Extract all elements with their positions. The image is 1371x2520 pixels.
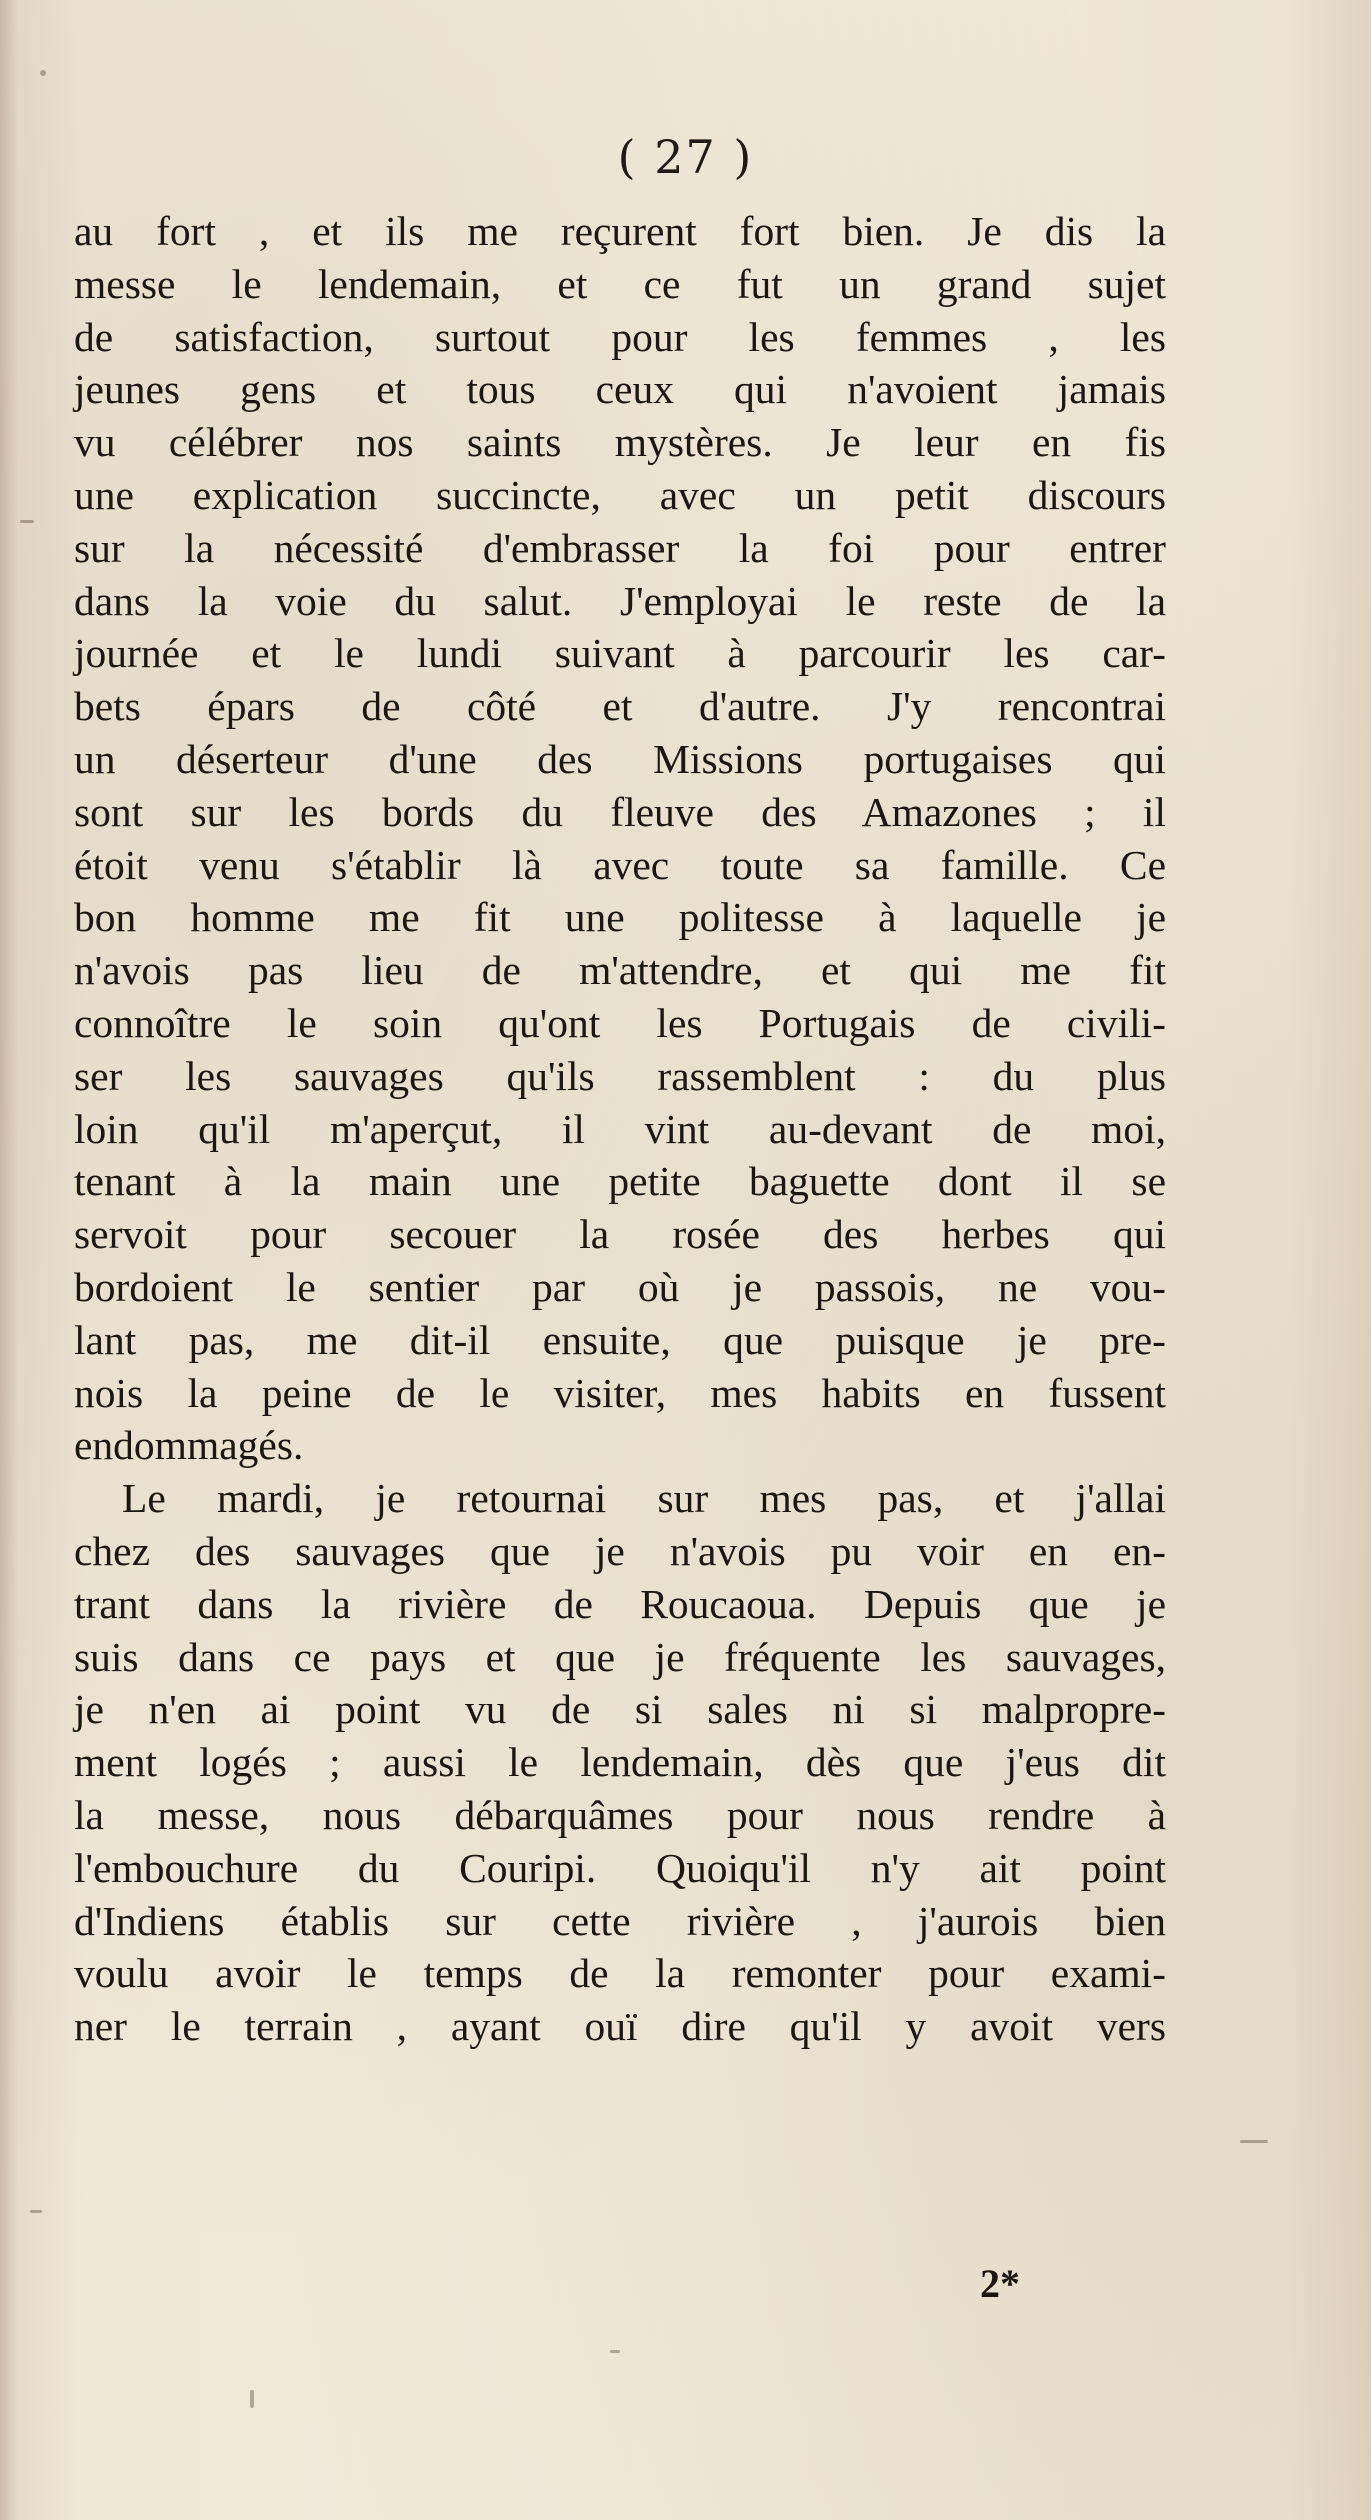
text-line: une explication succincte, avec un petit discours: [74, 471, 1166, 518]
text-line: connoître le soin qu'ont les Portugais de civili-: [74, 999, 1166, 1046]
text-line: bon homme me fit une politesse à laquelle je: [74, 894, 1166, 941]
text-line: d'Indiens établis sur cette rivière , j'aurois bien: [74, 1897, 1166, 1944]
paper-speck: [250, 2390, 254, 2408]
text-line: loin qu'il m'aperçut, il vint au-devant de moi,: [74, 1105, 1166, 1152]
text-line: sur la nécessité d'embrasser la foi pour entrer: [74, 524, 1166, 571]
text-line: journée et le lundi suivant à parcourir les car-: [74, 630, 1166, 677]
paragraph-2: [74, 1472, 1166, 2053]
text-line: lant pas, me dit-il ensuite, que puisque je pre-: [74, 1316, 1166, 1363]
text-line: endommagés.: [74, 1422, 304, 1469]
text-line: servoit pour secouer la rosée des herbes qui: [74, 1211, 1166, 1258]
text-line: messe le lendemain, et ce fut un grand sujet: [74, 260, 1166, 307]
paragraph-1: [74, 205, 1166, 1472]
paper-speck: [20, 520, 34, 523]
paper-speck: [30, 2210, 42, 2213]
text-line: voulu avoir le temps de la remonter pour exami-: [74, 1950, 1166, 1997]
text-line: trant dans la rivière de Roucaoua. Depuis que je: [74, 1580, 1166, 1627]
paper-speck: [40, 70, 46, 76]
page-number-header: ( 27 ): [617, 130, 754, 184]
text-line: nois la peine de le visiter, mes habits en fussent: [74, 1369, 1166, 1416]
signature-mark: 2*: [980, 2261, 1020, 2306]
text-line: n'avois pas lieu de m'attendre, et qui me fit: [74, 947, 1166, 994]
text-line: étoit venu s'établir là avec toute sa famille. Ce: [74, 841, 1166, 888]
text-line: ment logés ; aussi le lendemain, dès que j'eus dit: [74, 1739, 1166, 1786]
text-line: jeunes gens et tous ceux qui n'avoient jamais: [74, 366, 1166, 413]
gutter-shadow: [0, 0, 18, 2520]
text-line: chez des sauvages que je n'avois pu voir en en-: [74, 1527, 1166, 1574]
text-line: bordoient le sentier par où je passois, ne vou-: [74, 1263, 1166, 1310]
text-line: ner le terrain , ayant ouï dire qu'il y avoit vers: [74, 2003, 1166, 2050]
text-line: vu célébrer nos saints mystères. Je leur en fis: [74, 419, 1166, 466]
text-line: la messe, nous débarquâmes pour nous rendre à: [74, 1791, 1166, 1838]
text-line: l'embouchure du Couripi. Quoiqu'il n'y ait point: [74, 1844, 1166, 1891]
text-line: au fort , et ils me reçurent fort bien. Je dis la: [74, 208, 1166, 254]
text-line: tenant à la main une petite baguette dont il se: [74, 1158, 1166, 1205]
text-line: de satisfaction, surtout pour les femmes , les: [74, 313, 1166, 360]
body-text: [74, 205, 1166, 2053]
text-line: sont sur les bords du fleuve des Amazones ; il: [74, 788, 1166, 835]
text-line: je n'en ai point vu de si sales ni si malpropre-: [74, 1686, 1166, 1733]
paper-speck: [610, 2350, 620, 2353]
text-line: suis dans ce pays et que je fréquente les sauvages,: [74, 1633, 1166, 1680]
text-line: un déserteur d'une des Missions portugaises qui: [74, 735, 1166, 782]
text-line: bets épars de côté et d'autre. J'y rencontrai: [74, 683, 1166, 730]
text-line: ser les sauvages qu'ils rassemblent : du plus: [74, 1052, 1166, 1099]
text-line: Le mardi, je retournai sur mes pas, et j'allai: [122, 1475, 1166, 1522]
text-line: dans la voie du salut. J'employai le reste de la: [74, 577, 1166, 624]
paper-speck: [1240, 2140, 1268, 2143]
